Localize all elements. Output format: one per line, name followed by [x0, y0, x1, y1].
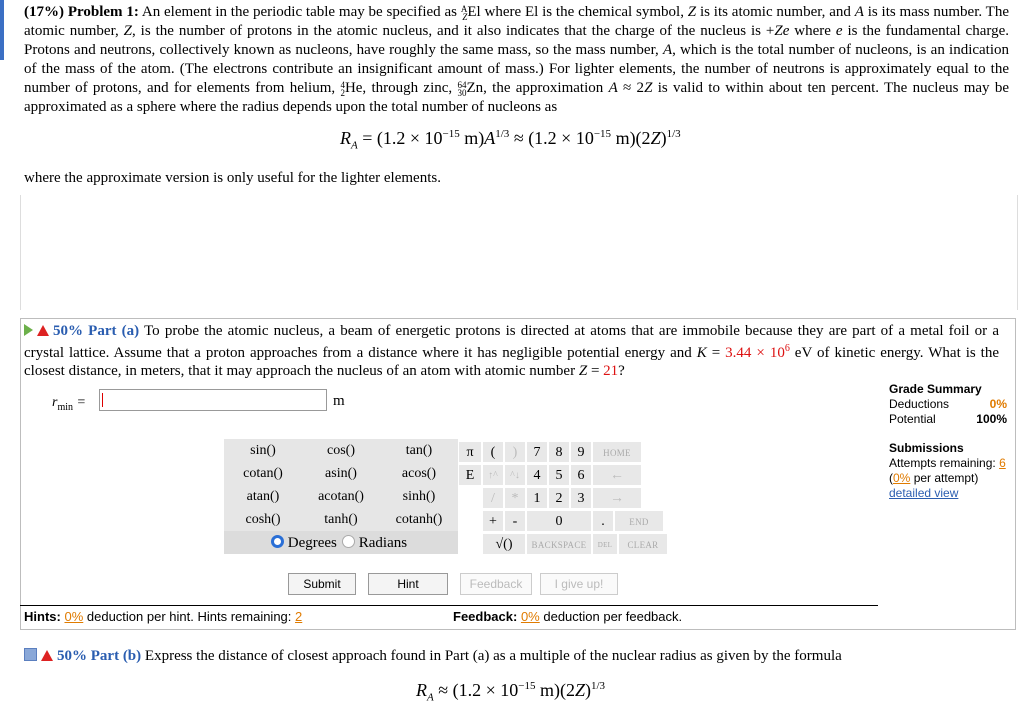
- part-b-question: 50% Part (b) Express the distance of closest approach found in Part (a) as a multiple of the nuclear radius as given by the formula: [24, 647, 1004, 665]
- lparen-key[interactable]: (: [482, 441, 504, 463]
- plus-key[interactable]: +: [482, 510, 504, 532]
- grade-summary: Grade Summary Deductions 0% Potential 100% Submissions Attempts remaining: 6 (0% per attempt) detailed view: [889, 382, 1007, 500]
- warning-icon: [37, 325, 49, 336]
- left-arrow-key[interactable]: ←: [592, 464, 642, 486]
- key-9[interactable]: 9: [570, 441, 592, 463]
- home-key[interactable]: HOME: [592, 441, 642, 463]
- key-7[interactable]: 7: [526, 441, 548, 463]
- tanh-button[interactable]: tanh(): [324, 512, 358, 527]
- power-down-key[interactable]: ^↓: [504, 464, 526, 486]
- delete-key[interactable]: DEL: [592, 533, 618, 555]
- cotan-button[interactable]: cotan(): [243, 466, 283, 481]
- equation-note: where the approximate version is only useful for the lighter elements.: [24, 170, 441, 186]
- spacer-area: [20, 195, 1018, 310]
- text-caret: [102, 393, 103, 407]
- key-0[interactable]: 0: [526, 510, 592, 532]
- minus-key[interactable]: -: [504, 510, 526, 532]
- key-8[interactable]: 8: [548, 441, 570, 463]
- degrees-radio[interactable]: [271, 535, 284, 548]
- problem-statement: (17%) Problem 1: An element in the periodic table may be specified as A ZEl where El is the chemical symbol, Z is its atomic number, and A is its mass number. The atomic number, Z, is the number of protons in the atomic nucleus, and it also indicates that the charge of the nucleus is +Ze where e is the fundamental charge. Protons and neutrons, collectively known as nucleons, have roughly the same mass, so the mass number, A, which is the total number of nucleons, is an indication of the mass of the atom. (The electrons contribute an insignificant amount of mass.) For lighter elements, the number of neutrons is approximately equal to the number of protons, and for elements from helium, 4 2He, through zinc, 64 30Zn, the approximation A ≈ 2Z is valid to within about ten percent. The nucleus may be approximated as a sphere where the radius depends upon the total number of nucleons as: [24, 3, 1010, 115]
- cotanh-button[interactable]: cotanh(): [395, 512, 443, 527]
- sinh-button[interactable]: sinh(): [402, 489, 436, 504]
- answer-unit: m: [333, 393, 345, 409]
- decimal-key[interactable]: .: [592, 510, 614, 532]
- angle-mode-selector: [224, 531, 458, 554]
- k-value: $3.44 \times 10^6$: [725, 343, 790, 361]
- part-b-equation: $R_A \approx (1.2 \times 10^{-15}$ $m)(2Z)^{1/3}$: [416, 680, 606, 704]
- acotan-button[interactable]: acotan(): [318, 489, 364, 504]
- radians-option[interactable]: Radians: [342, 534, 407, 552]
- z-value: 21: [603, 363, 619, 379]
- detailed-view-link[interactable]: detailed view: [889, 486, 959, 500]
- pi-key[interactable]: π: [458, 441, 482, 463]
- warning-icon: [41, 650, 53, 661]
- play-icon[interactable]: [24, 324, 33, 336]
- clear-key[interactable]: CLEAR: [618, 533, 668, 555]
- rparen-key[interactable]: ): [504, 441, 526, 463]
- answer-variable-label: $r_{min}$ =: [52, 395, 86, 413]
- numeric-keypad: [458, 439, 676, 554]
- e-key[interactable]: E: [458, 464, 482, 486]
- divide-key[interactable]: /: [482, 487, 504, 509]
- submit-button[interactable]: Submit: [288, 573, 356, 595]
- key-3[interactable]: 3: [570, 487, 592, 509]
- nuclear-radius-equation: $R_A = (1.2 \times 10^{-15}$ $m)A^{1/3} \approx (1.2 \times 10^{-15}$ $m)(2Z)^{1/3}$: [340, 128, 681, 152]
- hint-button[interactable]: Hint: [368, 573, 448, 595]
- tan-button[interactable]: tan(): [405, 443, 433, 458]
- key-1[interactable]: 1: [526, 487, 548, 509]
- feedback-button[interactable]: Feedback: [460, 573, 532, 595]
- right-arrow-key[interactable]: →: [592, 487, 642, 509]
- backspace-key[interactable]: BACKSPACE: [526, 533, 592, 555]
- sin-button[interactable]: sin(): [250, 443, 276, 458]
- atan-button[interactable]: atan(): [246, 489, 280, 504]
- asin-button[interactable]: asin(): [325, 466, 357, 481]
- acos-button[interactable]: acos(): [401, 466, 437, 481]
- end-key[interactable]: END: [614, 510, 664, 532]
- part-a-question: 50% Part (a) To probe the atomic nucleus, a beam of energetic protons is directed at atoms that are immobile because they are part of a metal foil or a crystal lattice. Assume that a proton approaches from a distance where it has negligible potential energy and $K = 3.44 \times 10^6$ eV of kinetic energy. What is the closest distance, in meters, that it may approach the nucleus of an atom with atomic number Z = 21?: [24, 323, 1000, 379]
- key-2[interactable]: 2: [548, 487, 570, 509]
- multiply-key[interactable]: *: [504, 487, 526, 509]
- left-accent-bar: [0, 0, 4, 60]
- hints-info: Hints: 0% deduction per hint. Hints remaining: 2: [24, 609, 303, 624]
- degrees-option[interactable]: Degrees: [271, 534, 337, 552]
- hints-divider: [20, 605, 878, 606]
- sqrt-key[interactable]: √(): [482, 533, 526, 555]
- feedback-info: Feedback: 0% deduction per feedback.: [453, 609, 683, 624]
- answer-input[interactable]: [99, 389, 327, 411]
- key-4[interactable]: 4: [526, 464, 548, 486]
- cosh-button[interactable]: cosh(): [245, 512, 281, 527]
- give-up-button[interactable]: I give up!: [540, 573, 618, 595]
- radians-radio[interactable]: [342, 535, 355, 548]
- cos-button[interactable]: cos(): [327, 443, 355, 458]
- key-6[interactable]: 6: [570, 464, 592, 486]
- key-5[interactable]: 5: [548, 464, 570, 486]
- power-up-key[interactable]: ↑^: [482, 464, 504, 486]
- collapse-icon[interactable]: [24, 648, 37, 661]
